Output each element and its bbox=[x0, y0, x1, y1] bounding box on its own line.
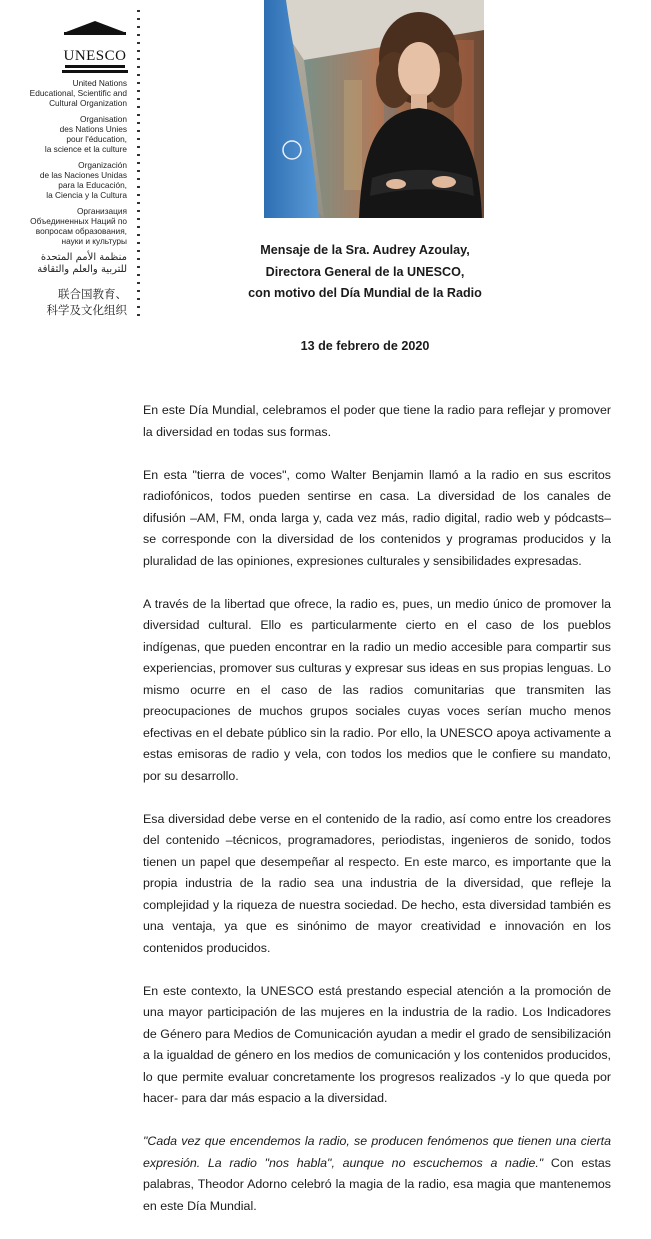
unesco-temple-icon bbox=[62, 20, 128, 74]
paragraph-2: En esta "tierra de voces", como Walter Benjamin llamó a la radio en sus escritos radiofónicos, todos pueden sentirse en casa. La diversidad de los canales de difusión –AM, FM, onda larga y, cada vez más, radio digital, radio web y pódcasts– se corresponde con la diversidad de los contenidos y programas producidos y la pluralidad de las opiniones, expresiones culturales y sensibilidades expresadas. bbox=[143, 467, 611, 568]
name-chinese: 联合国教育、 科学及文化组织 bbox=[46, 287, 127, 317]
message-title-line-2: Directora General de la UNESCO, bbox=[265, 264, 465, 279]
name-english: United Nations Educational, Scientific and Cultural Organization bbox=[29, 78, 127, 108]
paragraph-5: En este contexto, la UNESCO está prestando especial atención a la promoción de una mayor participación de las mujeres en la industria de la radio. Los Indicadores de Género para Medios de Comunicación ayudan a medir el grado de sensibilización a la igualdad de género en los medios de comunicación y los contenidos producidos, lo que permite evaluar concretamente los progresos realizados -y lo que queda por hacer- para dar más espacio a la diversidad. bbox=[143, 983, 611, 1105]
svg-text:UNESCO: UNESCO bbox=[63, 48, 127, 64]
message-body bbox=[143, 400, 611, 1239]
unesco-logo bbox=[62, 20, 128, 74]
paragraph-closing bbox=[143, 1131, 611, 1217]
message-title-line-1: Mensaje de la Sra. Audrey Azoulay, bbox=[260, 243, 470, 257]
dotted-divider bbox=[137, 10, 140, 318]
paragraph-4: Esa diversidad debe verse en el contenido de la radio, así como entre los creadores del contenido –técnicos, programadores, periodistas, ingenieros de sonido, todos tienen un papel que desempeñar al respecto. En este marco, es importante que la propia industria de la radio sea una industria de la diversidad, que refleje la complejidad y la riqueza de nuestra sociedad. De hecho, esta diversidad también es una ventaja, ya que es sinónimo de mayor creatividad e innovación en los contenidos producidos. bbox=[143, 811, 611, 955]
paragraph-3: A través de la libertad que ofrece, la radio es, pues, un medio único de promover la diversidad cultural. Ello es particularmente cierto en el caso de los pueblos indígenas, que pueden encontrar en la radio un medio accesible para compartir sus experiencias, promover sus culturas y expresar sus ideas en sus propias lenguas. Lo mismo ocurre en el caso de las radios comunitarias que transmiten las preocupaciones de muchos grupos sociales cuyas voces serían mucho menos efectivas en el debate público sin la radio. Por ello, la UNESCO apoya activamente a estas emisoras de radio y vela, con todos los medios que le confiere su mandato, por su desarrollo. bbox=[143, 596, 611, 783]
name-french: Organisation des Nations Unies pour l'éducation, la science et la culture bbox=[44, 114, 127, 154]
paragraph-1: En este Día Mundial, celebramos el poder que tiene la radio para reflejar y promover la diversidad en todas sus formas. bbox=[143, 403, 611, 439]
adorno-quote: "Cada vez que encendemos la radio, se producen fenómenos que tienen una cierta expresión. La radio "nos habla", aunque no escuchemos a nadie." bbox=[143, 1134, 611, 1170]
message-date: 13 de febrero de 2020 bbox=[300, 339, 430, 353]
message-title bbox=[200, 240, 530, 305]
name-spanish: Organización de las Naciones Unidas para la Educación, la Ciencia y la Cultura bbox=[39, 160, 127, 200]
name-arabic: منظمة الأمم المتحدة للتربية والعلم والثقافة bbox=[37, 252, 127, 275]
organization-names bbox=[0, 78, 127, 324]
portrait-photo bbox=[264, 0, 484, 218]
name-russian: Организация Объединенных Наций по вопросам образования, науки и культуры bbox=[30, 206, 127, 246]
message-title-line-3: con motivo del Día Mundial de la Radio bbox=[248, 286, 482, 300]
closing-text: Con estas palabras, Theodor Adorno celebró la magia de la radio, esa magia que mantenemos en este Día Mundial. bbox=[143, 1155, 611, 1213]
